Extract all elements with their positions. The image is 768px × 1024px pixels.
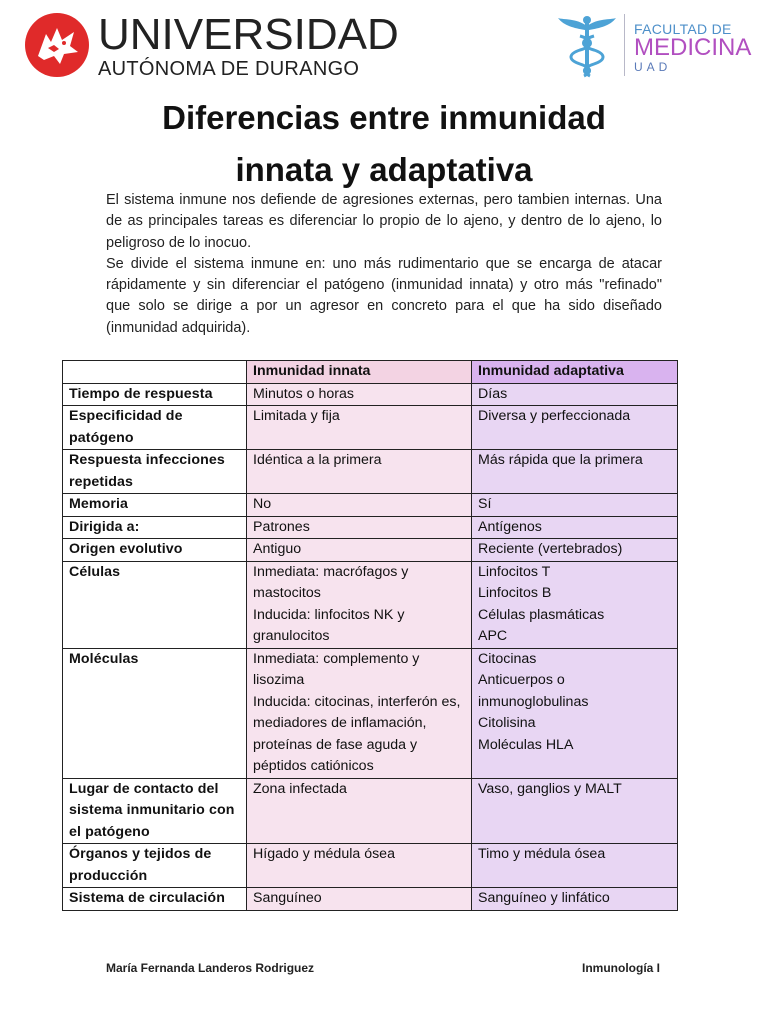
row-label: Células xyxy=(63,561,247,648)
cell-line: Citocinas xyxy=(478,650,537,667)
adaptive-cell xyxy=(472,494,678,517)
cell-line: Más rápida que la primera xyxy=(478,452,643,468)
cell-line: Inducida: linfocitos NK y granulocitos xyxy=(253,606,405,644)
cell-line: Células plasmáticas xyxy=(478,606,605,623)
table-row xyxy=(63,778,678,844)
page-header xyxy=(0,0,768,92)
innate-cell xyxy=(247,383,472,406)
adaptive-cell xyxy=(472,450,678,494)
row-label: Sistema de circulación xyxy=(63,888,247,911)
table-row xyxy=(63,648,678,778)
table-row xyxy=(63,844,678,888)
intro-paragraph-2: Se divide el sistema inmune en: uno más rudimentario que se encarga de atacar rápidamente y sin diferenciar el patógeno (inmunidad innata) y otro más "refinado" que solo se dirige a por un agresor en concreto para el que ha sido diseñado (inmunidad adquirida). xyxy=(106,255,662,336)
adaptive-cell xyxy=(472,516,678,539)
adaptive-cell xyxy=(472,383,678,406)
document-title xyxy=(0,92,768,196)
table-row xyxy=(63,888,678,911)
cell-line: Inmediata: complemento y lisozima xyxy=(253,650,420,688)
innate-cell xyxy=(247,450,472,494)
faculty-line1: FACULTAD DE xyxy=(634,21,732,37)
university-line1: UNIVERSIDAD xyxy=(98,10,399,59)
row-label: Origen evolutivo xyxy=(63,539,247,562)
innate-cell xyxy=(247,648,472,778)
cell-line: Sí xyxy=(478,496,492,512)
row-label: Tiempo de respuesta xyxy=(63,383,247,406)
adaptive-cell xyxy=(472,648,678,778)
cell-line: Limitada y fija xyxy=(253,408,340,424)
cell-line: Sanguíneo y linfático xyxy=(478,890,610,906)
cell-line: Inmediata: macrófagos y mastocitos xyxy=(253,563,409,601)
adaptive-cell xyxy=(472,539,678,562)
adaptive-cell xyxy=(472,561,678,648)
table-corner-cell xyxy=(63,361,247,384)
table-row xyxy=(63,406,678,450)
innate-cell xyxy=(247,539,472,562)
header-adaptive: Inmunidad adaptativa xyxy=(472,361,678,384)
adaptive-cell xyxy=(472,406,678,450)
cell-line: No xyxy=(253,496,272,512)
header-innate: Inmunidad innata xyxy=(247,361,472,384)
row-label: Moléculas xyxy=(63,648,247,778)
faculty-name xyxy=(634,22,751,74)
cell-line: Citolisina xyxy=(478,715,536,731)
footer-author: María Fernanda Landeros Rodriguez xyxy=(106,961,315,975)
cell-line: Hígado y médula ósea xyxy=(253,846,395,862)
adaptive-cell xyxy=(472,888,678,911)
cell-line: Timo y médula ósea xyxy=(478,846,606,862)
row-label: Dirigida a: xyxy=(63,516,247,539)
innate-cell xyxy=(247,561,472,648)
cell-line: Inducida: citocinas, interferón es, mediadores de inflamación, proteínas de fase aguda y péptidos catiónicos xyxy=(253,693,461,774)
cell-line: Idéntica a la primera xyxy=(253,452,382,468)
title-line-1: Diferencias entre inmunidad xyxy=(162,99,606,136)
cell-line: Linfocitos T xyxy=(478,563,551,580)
university-name xyxy=(98,12,399,80)
faculty-line2: MEDICINA xyxy=(634,34,752,61)
table-row xyxy=(63,539,678,562)
table-body xyxy=(63,383,678,910)
intro-paragraph-1: El sistema inmune nos defiende de agresiones externas, pero tambien internas. Una de as principales tareas es diferenciar lo propio de lo ajeno, y dentro de lo ajeno, lo peligroso de lo inocuo. xyxy=(106,192,662,251)
innate-cell xyxy=(247,844,472,888)
cell-line: Zona infectada xyxy=(253,780,347,797)
cell-line: Diversa y perfeccionada xyxy=(478,408,631,424)
adaptive-cell xyxy=(472,778,678,844)
table-row xyxy=(63,494,678,517)
innate-cell xyxy=(247,778,472,844)
cell-line: Días xyxy=(478,385,508,402)
title-line-2: innata y adaptativa xyxy=(235,151,533,188)
table-row xyxy=(63,383,678,406)
cell-line: Moléculas HLA xyxy=(478,736,574,753)
cell-line: Minutos o horas xyxy=(253,385,354,402)
table-row xyxy=(63,450,678,494)
innate-cell xyxy=(247,516,472,539)
caduceus-icon xyxy=(556,14,618,80)
cell-line: Sanguíneo xyxy=(253,890,322,906)
innate-cell xyxy=(247,406,472,450)
row-label: Lugar de contacto del sistema inmunitario con el patógeno xyxy=(63,778,247,844)
intro-text xyxy=(106,190,662,339)
faculty-divider xyxy=(624,14,625,76)
cell-line: Vaso, ganglios y MALT xyxy=(478,780,622,797)
cell-line: Antiguo xyxy=(253,541,302,557)
innate-cell xyxy=(247,888,472,911)
wolf-logo-icon xyxy=(24,12,90,78)
row-label: Órganos y tejidos de producción xyxy=(63,844,247,888)
cell-line: Linfocitos B xyxy=(478,585,552,601)
comparison-table xyxy=(62,360,678,911)
cell-line: Anticuerpos o inmunoglobulinas xyxy=(478,672,589,710)
adaptive-cell xyxy=(472,844,678,888)
table-row xyxy=(63,561,678,648)
row-label: Respuesta infecciones repetidas xyxy=(63,450,247,494)
innate-cell xyxy=(247,494,472,517)
row-label: Memoria xyxy=(63,494,247,517)
cell-line: APC xyxy=(478,628,508,644)
table-row xyxy=(63,516,678,539)
cell-line: Antígenos xyxy=(478,518,542,535)
cell-line: Reciente (vertebrados) xyxy=(478,541,623,557)
university-line2: AUTÓNOMA DE DURANGO xyxy=(98,58,360,80)
table-header-row xyxy=(63,361,678,384)
cell-line: Patrones xyxy=(253,518,310,535)
row-label: Especificidad de patógeno xyxy=(63,406,247,450)
faculty-line3: UAD xyxy=(634,60,672,74)
footer-course: Inmunología I xyxy=(582,961,660,975)
